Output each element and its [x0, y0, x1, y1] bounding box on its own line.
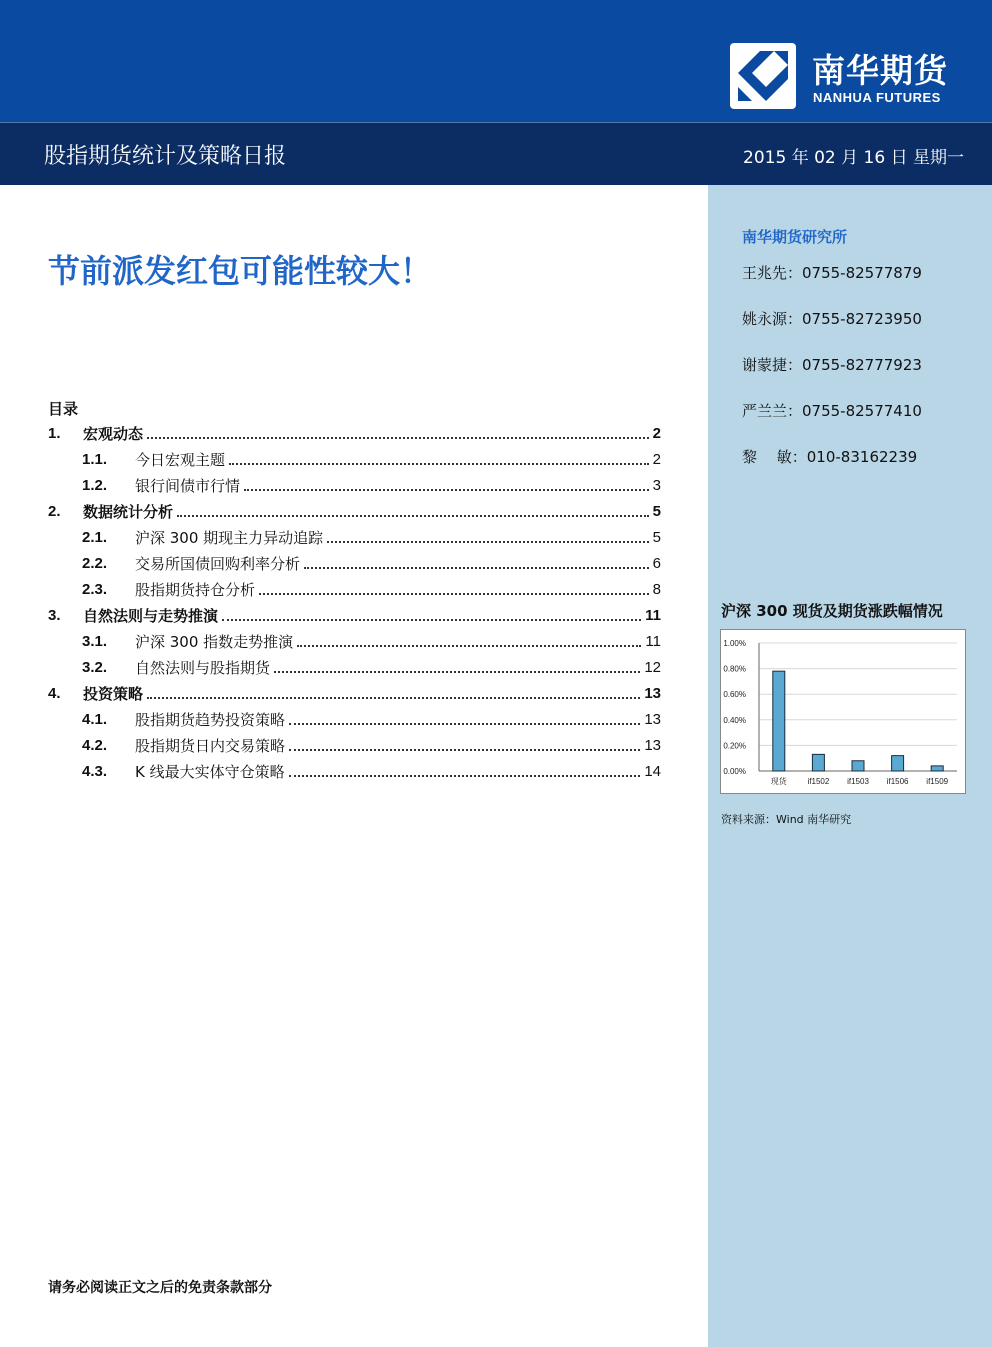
y-tick-label: 0.00% [723, 767, 746, 776]
disclaimer: 请务必阅读正文之后的免责条款部分 [48, 1280, 272, 1296]
toc-item-number: 3.1. [82, 632, 108, 650]
toc-item-page: 5 [652, 528, 661, 546]
toc-item[interactable] [48, 550, 661, 576]
bar-chart [720, 629, 966, 794]
toc-item-label: 交易所国债回购利率分析 [135, 554, 301, 573]
toc-item-page: 13 [644, 736, 661, 754]
y-tick-label: 0.20% [723, 741, 746, 751]
brand-name-cn: 南华期货 [812, 51, 948, 90]
brand-name-en: NANHUA FUTURES [813, 90, 941, 105]
toc-leader-dots [222, 619, 641, 621]
chart-source: 资料来源：Wind 南华研究 [721, 813, 852, 826]
bar-if1506 [892, 756, 904, 771]
toc-item-page: 2 [652, 424, 661, 442]
toc-item-label: 股指期货日内交易策略 [135, 736, 286, 755]
toc-item-page: 6 [652, 554, 661, 572]
toc-item-page: 3 [652, 476, 661, 494]
toc-leader-dots [274, 671, 640, 673]
x-tick-label: if1503 [847, 777, 869, 786]
toc-leader-dots [289, 775, 641, 777]
toc-item-page: 2 [652, 450, 661, 468]
toc-item-number: 4.2. [82, 736, 108, 754]
toc-item-label: 沪深 300 指数走势推演 [135, 632, 294, 651]
toc-leader-dots [289, 749, 640, 751]
toc-item-number: 1.1. [82, 450, 108, 468]
toc-item-page: 11 [645, 632, 661, 650]
toc-item-label: K 线最大实体守仓策略 [135, 762, 285, 781]
bar-chart-svg [721, 630, 965, 793]
chart-title: 沪深 300 现货及期货涨跌幅情况 [721, 602, 943, 620]
toc-leader-dots [289, 723, 640, 725]
x-tick-label: if1509 [926, 777, 949, 786]
toc-leader-dots [259, 593, 649, 595]
contact-item: 黎 敏：010-83162239 [742, 448, 918, 466]
toc-item-label: 股指期货趋势投资策略 [135, 710, 286, 729]
toc-item-page: 14 [644, 762, 661, 780]
toc-item-number: 4. [48, 684, 61, 702]
toc-item[interactable] [48, 576, 661, 602]
toc-item-page: 12 [644, 658, 661, 676]
toc-item-page: 11 [645, 606, 661, 624]
contact-item: 严兰兰：0755-82577410 [742, 402, 922, 420]
header-band [0, 0, 992, 122]
toc-item-number: 2. [48, 502, 61, 520]
bar-if1502 [812, 754, 824, 771]
toc-item[interactable] [48, 758, 661, 784]
x-tick-label: 现货 [770, 777, 787, 786]
toc-leader-dots [147, 437, 649, 439]
table-of-contents [48, 420, 661, 784]
toc-item-number: 4.1. [82, 710, 108, 728]
y-tick-label: 0.40% [723, 715, 746, 725]
toc-item[interactable] [48, 472, 661, 498]
toc-heading: 目录 [48, 400, 79, 418]
institute-name: 南华期货研究所 [742, 228, 848, 246]
toc-item-number: 2.2. [82, 554, 108, 572]
toc-item[interactable] [48, 680, 661, 706]
toc-item-label: 银行间债市行情 [135, 476, 241, 495]
toc-item-number: 3.2. [82, 658, 108, 676]
toc-leader-dots [304, 567, 649, 569]
contact-item: 谢蒙捷：0755-82777923 [742, 356, 922, 374]
toc-item-label: 股指期货持仓分析 [135, 580, 256, 599]
toc-item[interactable] [48, 732, 661, 758]
y-tick-label: 0.80% [723, 664, 746, 674]
title-bar [0, 122, 992, 185]
toc-item-page: 13 [644, 684, 661, 702]
toc-item-label: 自然法则与股指期货 [135, 658, 271, 677]
toc-item-label: 自然法则与走势推演 [83, 606, 219, 625]
toc-item[interactable] [48, 628, 661, 654]
toc-item[interactable] [48, 706, 661, 732]
x-tick-label: if1506 [886, 777, 909, 786]
toc-item-number: 2.3. [82, 580, 108, 598]
bar-if1503 [852, 761, 864, 771]
toc-item-label: 投资策略 [83, 684, 144, 703]
toc-leader-dots [244, 489, 649, 491]
toc-item-label: 今日宏观主题 [135, 450, 226, 469]
toc-item[interactable] [48, 602, 661, 628]
contact-list [742, 262, 922, 492]
toc-item[interactable] [48, 524, 661, 550]
toc-item-page: 13 [644, 710, 661, 728]
report-date: 2015 年 02 月 16 日 星期一 [743, 148, 964, 168]
x-tick-label: if1502 [807, 777, 830, 786]
company-logo [730, 43, 962, 109]
toc-item-label: 宏观动态 [83, 424, 144, 443]
toc-leader-dots [147, 697, 640, 699]
toc-leader-dots [177, 515, 649, 517]
report-title: 股指期货统计及策略日报 [44, 144, 287, 169]
toc-item[interactable] [48, 420, 661, 446]
y-tick-label: 0.60% [723, 690, 746, 700]
headline: 节前派发红包可能性较大！ [48, 252, 433, 290]
contact-item: 王兆先：0755-82577879 [742, 264, 922, 282]
y-tick-label: 1.00% [723, 639, 746, 648]
toc-item-number: 1. [48, 424, 61, 442]
toc-item-number: 3. [48, 606, 61, 624]
toc-leader-dots [229, 463, 649, 465]
toc-item[interactable] [48, 446, 661, 472]
bar-if1509 [931, 766, 943, 771]
contact-item: 姚永源：0755-82723950 [742, 310, 922, 328]
toc-leader-dots [327, 541, 648, 543]
toc-item-page: 5 [652, 502, 661, 520]
toc-leader-dots [297, 645, 641, 647]
toc-item-number: 4.3. [82, 762, 108, 780]
bar-现货 [773, 671, 785, 771]
toc-item[interactable] [48, 498, 661, 524]
toc-item-label: 沪深 300 期现主力异动追踪 [135, 528, 324, 547]
toc-item-number: 2.1. [82, 528, 108, 546]
toc-item[interactable] [48, 654, 661, 680]
toc-item-page: 8 [652, 580, 661, 598]
toc-item-label: 数据统计分析 [83, 502, 174, 521]
toc-item-number: 1.2. [82, 476, 108, 494]
nanhua-logo-icon [730, 43, 796, 109]
